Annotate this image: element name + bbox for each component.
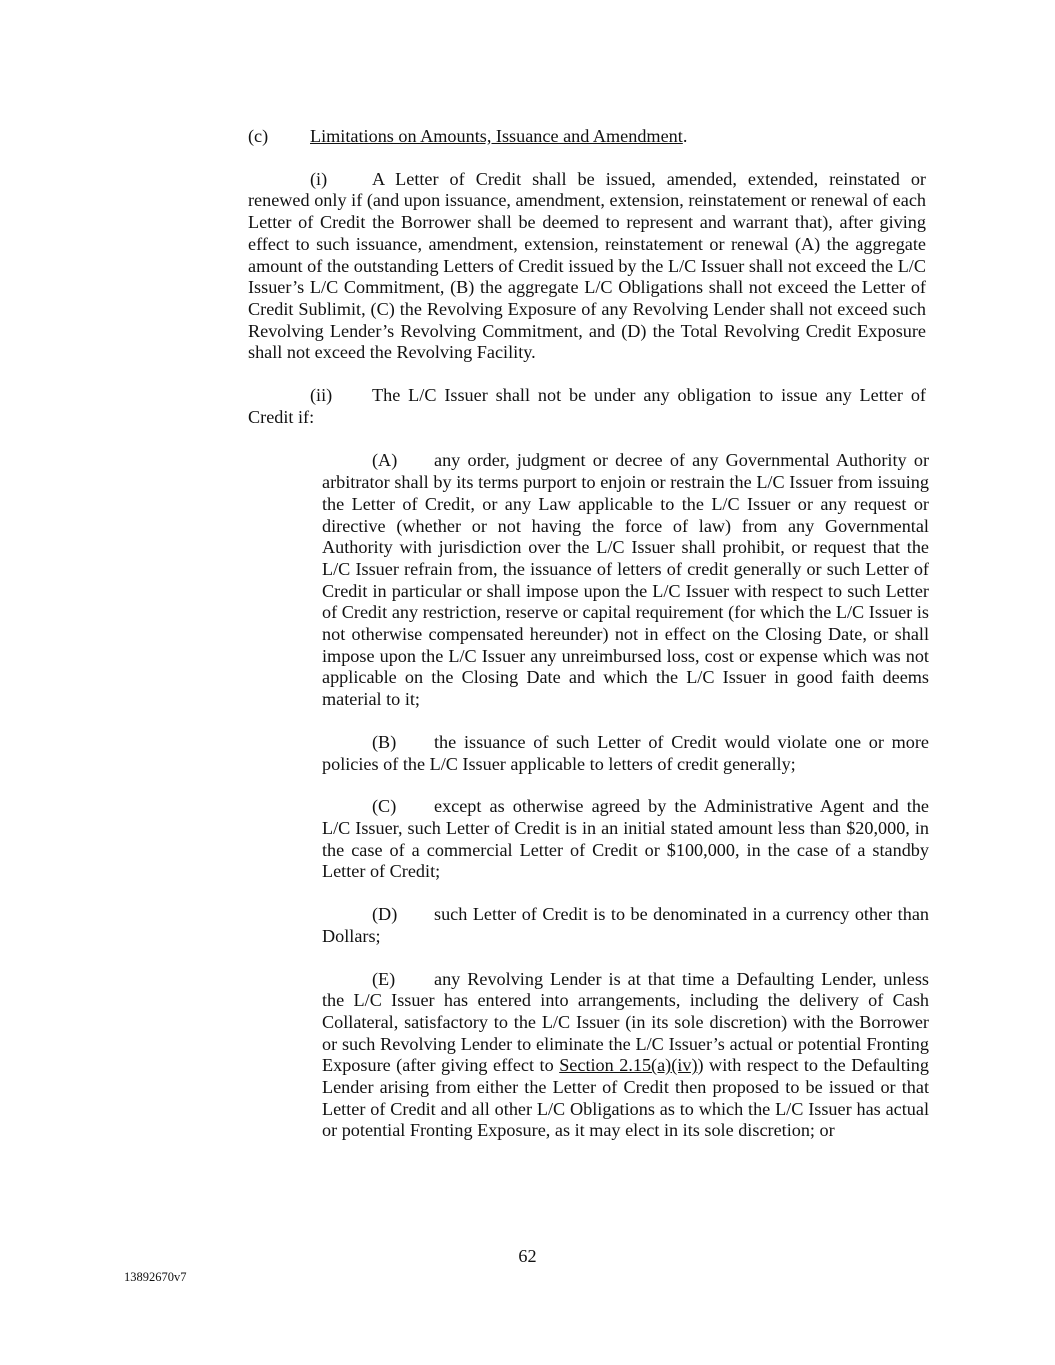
subparagraph-a: [322, 450, 929, 710]
section-number: (c): [248, 126, 269, 146]
subparagraph-label: (D): [372, 904, 398, 925]
subparagraph-text: any order, judgment or decree of any Governmental Authority or arbitrator shall by its terms purport to enjoin or restrain the L/C Issuer from issuing the Letter of Credit, or any Law applicable to the L/C Issuer or any request or directive (whether or not having the force of law) from any Governmental Authority with jurisdiction over the L/C Issuer shall prohibit, or request that the L/C Issuer refrain from, the issuance of letters of credit generally or such Letter of Credit in particular or shall impose upon the L/C Issuer with respect to such Letter of Credit any restriction, reserve or capital requirement (for which the L/C Issuer is not otherwise compensated hereunder) not in effect on the Closing Date, or shall impose upon the L/C Issuer any unreimbursed loss, cost or expense which was not applicable on the Closing Date and which the L/C Issuer in good faith deems material to it;: [322, 450, 929, 710]
paragraph-text: The L/C Issuer shall not be under any obligation to issue any Letter of Credit if:: [248, 385, 926, 427]
page-number: 62: [518, 1246, 537, 1266]
subparagraph-text: such Letter of Credit is to be denominated in a currency other than Dollars;: [322, 904, 929, 946]
paragraph-text: A Letter of Credit shall be issued, amended, extended, reinstated or renewed only if (and upon issuance, amendment, extension, reinstatement or renewal of each Letter of Credit the Borrower shall be deemed to represent and warrant that), after giving effect to such issuance, amendment, extension, reinstatement or renewal (A) the aggregate amount of the outstanding Letters of Credit issued by the L/C Issuer shall not exceed the L/C Issuer’s L/C Commitment, (B) the aggregate L/C Obligations shall not exceed the Letter of Credit Sublimit, (C) the Revolving Exposure of any Revolving Lender shall not exceed such Revolving Lender’s Revolving Commitment, and (D) the Total Revolving Credit Exposure shall not exceed the Revolving Facility.: [248, 168, 926, 363]
subparagraph-label: (B): [372, 731, 397, 752]
subparagraph-label: (E): [372, 968, 396, 989]
document-id: 13892670v7: [124, 1270, 187, 1284]
paragraph-label: (ii): [310, 385, 333, 406]
paragraph-ii: [248, 385, 926, 428]
subparagraph-text: except as otherwise agreed by the Administrative Agent and the L/C Issuer, such Letter of Credit is in an initial stated amount less than $20,000, in the case of a commercial Letter of Credit or $100,000, in the case of a standby Letter of Credit;: [322, 796, 929, 882]
subparagraph-b: [322, 732, 929, 775]
subparagraph-d: [322, 904, 929, 947]
page-body: [248, 126, 929, 1163]
subparagraph-text: the issuance of such Letter of Credit would violate one or more policies of the L/C Issuer applicable to letters of credit generally;: [322, 731, 929, 774]
subparagraph-c: [322, 796, 929, 883]
subparagraph-text-after: ) with respect to the Defaulting Lender arising from either the Letter of Credit then proposed to be issued or that Letter of Credit and all other L/C Obligations as to which the L/C Issuer has actual or potential Fronting Exposure, as it may elect in its sole discretion; or: [322, 1055, 929, 1141]
subparagraph-label: (A): [372, 450, 398, 471]
section-heading: [248, 126, 926, 148]
section-reference: Section 2.15(a)(iv): [559, 1055, 698, 1076]
subparagraph-label: (C): [372, 796, 397, 817]
subparagraph-e: [322, 969, 929, 1143]
paragraph-label: (i): [310, 168, 328, 189]
subparagraph-text-before: any Revolving Lender is at that time a Defaulting Lender, unless the L/C Issuer has entered into arrangements, including the delivery of Cash Collateral, satisfactory to the L/C Issuer (in its sole discretion) with the Borrower or such Revolving Lender to eliminate the L/C Issuer’s actual or potential Fronting Exposure (after giving effect to: [322, 968, 929, 1076]
section-title-period: .: [682, 126, 688, 146]
section-title: Limitations on Amounts, Issuance and Amendment: [310, 126, 683, 146]
paragraph-i: [248, 169, 926, 364]
